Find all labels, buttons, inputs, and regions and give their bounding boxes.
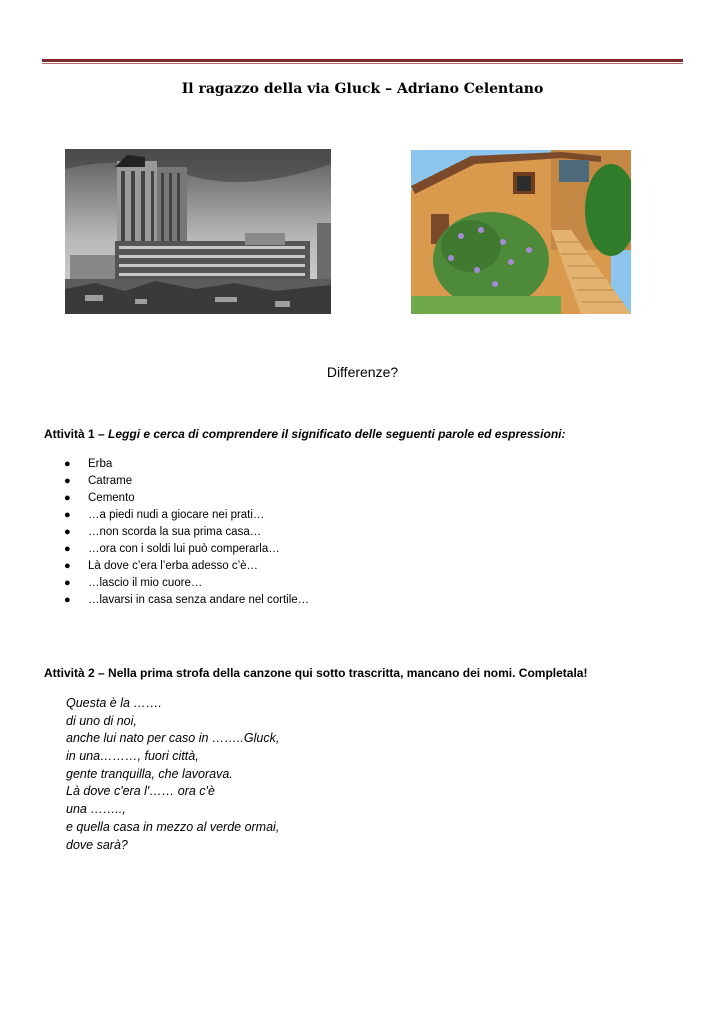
photo-country-house	[411, 150, 631, 314]
verse-line: di uno di noi,	[66, 713, 137, 728]
activity-1-instruction: Leggi e cerca di comprendere il significato delle seguenti parole ed espressioni:	[108, 427, 566, 441]
bullet-icon: ●	[64, 509, 71, 521]
verse-line: gente tranquilla, che lavorava.	[66, 766, 233, 781]
activity-1-label: Attività 1 –	[44, 427, 109, 441]
verse-line: in una………, fuori città,	[66, 749, 199, 764]
differences-question: Differenze?	[326, 364, 399, 380]
activity-2-label: Attività 2 –	[44, 666, 109, 680]
list-item	[62, 541, 309, 558]
bullet-icon: ●	[64, 458, 71, 470]
list-item-text: Cemento	[88, 492, 135, 504]
list-item	[62, 456, 309, 473]
verse-line: anche lui nato per caso in ……..Gluck,	[66, 731, 280, 746]
bullet-icon: ●	[64, 492, 71, 504]
list-item-text: …non scorda la sua prima casa…	[88, 526, 262, 538]
list-item-text: …lascio il mio cuore…	[88, 577, 203, 589]
header-rule	[42, 59, 683, 62]
activity-2-heading	[44, 666, 587, 680]
list-item	[62, 558, 309, 575]
list-item-text: Catrame	[88, 475, 133, 487]
activity-2-instruction: Nella prima strofa della canzone qui sotto trascritta, mancano dei nomi. Completala!	[108, 666, 588, 680]
bullet-icon: ●	[64, 526, 71, 538]
list-item	[62, 473, 309, 490]
list-item	[62, 507, 309, 524]
page-title: Il ragazzo della via Gluck – Adriano Celentano	[181, 81, 544, 97]
bullet-icon: ●	[64, 594, 71, 606]
list-item-text: Erba	[88, 458, 113, 470]
verse-line: e quella casa in mezzo al verde ormai,	[66, 819, 280, 834]
list-item	[62, 490, 309, 507]
bullet-icon: ●	[64, 543, 71, 555]
photo-apartment-blocks	[65, 149, 331, 314]
vocabulary-list	[62, 456, 309, 609]
list-item-text: …a piedi nudi a giocare nei prati…	[88, 509, 265, 521]
verse-line: dove sarà?	[66, 837, 128, 852]
bullet-icon: ●	[64, 475, 71, 487]
list-item	[62, 524, 309, 541]
verse-line: Là dove c'era l'…… ora c'è	[66, 784, 215, 799]
song-verse	[66, 695, 279, 854]
bullet-icon: ●	[64, 577, 71, 589]
list-item	[62, 592, 309, 609]
list-item-text: …lavarsi in casa senza andare nel cortile…	[88, 594, 310, 606]
list-item-text: …ora con i soldi lui può comperarla…	[88, 543, 280, 555]
list-item-text: Là dove c’era l’erba adesso c’è…	[88, 560, 259, 572]
activity-1-heading	[44, 427, 566, 441]
verse-line: una ……..,	[66, 802, 126, 817]
header-rule-thin	[42, 63, 683, 64]
bullet-icon: ●	[64, 560, 71, 572]
verse-line: Questa è la …….	[66, 696, 162, 710]
list-item	[62, 575, 309, 592]
